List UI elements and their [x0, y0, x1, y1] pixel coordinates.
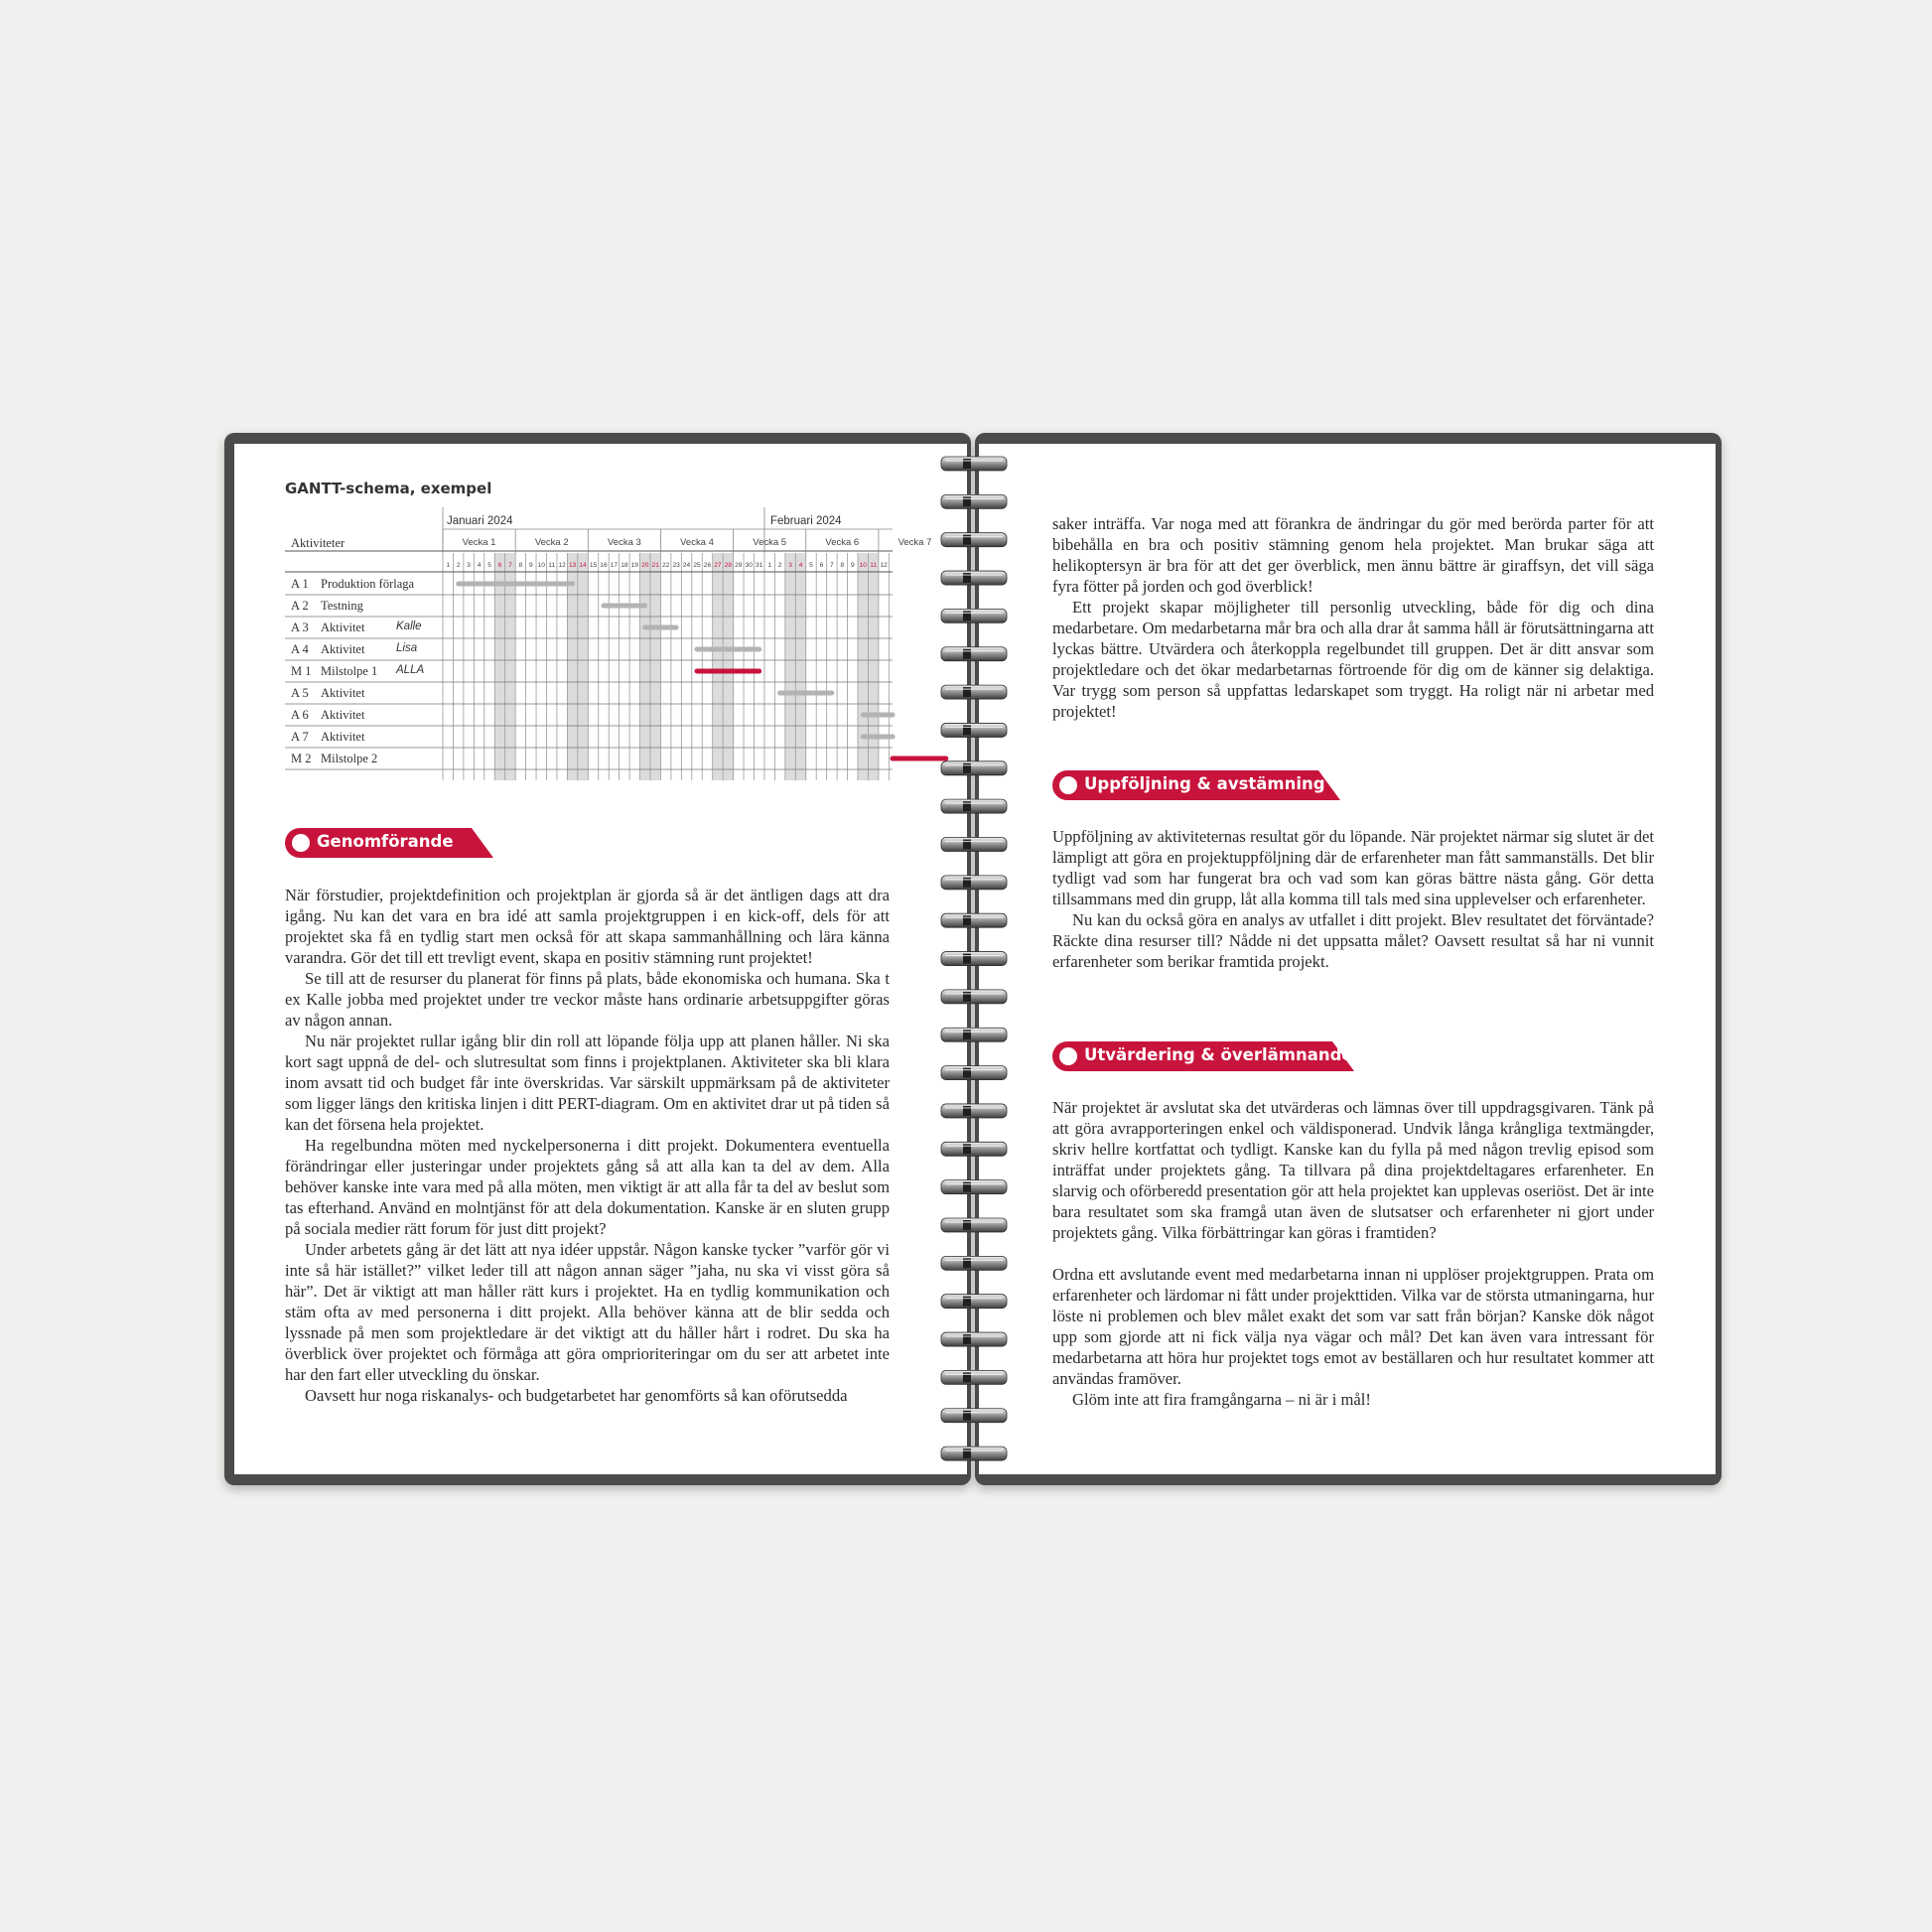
spiral-ring	[941, 876, 1007, 890]
spiral-ring	[941, 571, 1007, 585]
day-number: 8	[518, 562, 523, 569]
paragraph: När förstudier, projektdefinition och projektplan är gjorda så är det äntligen dags att dra igång. Nu kan det vara en bra idé att samla projektgruppen i en kick-off, dels för att projektet ska få en tydlig start men också för att skapa sammanhållning och lära känna varandra. Gör det till ett trevligt event, skapa en positiv stämning runt projektet!	[285, 886, 890, 967]
spiral-ring	[941, 990, 1007, 1004]
paragraph: Uppföljning av aktiviteternas resultat gör du löpande. När projektet närmar sig slutet är det lämpligt att göra en projektuppföljning där de erfarenheter man fått sammanställs. Det blir tydligt vad som har fungerat bra och vad som kan göras bättre nästa gång. Gör detta tillsammans med din grupp, låt alla komma till tals med sina upplevelser och erfarenheter.	[1052, 827, 1654, 908]
row-name: Milstolpe 2	[321, 752, 378, 765]
spiral-ring	[941, 1104, 1007, 1118]
spiral-ring	[941, 1256, 1007, 1270]
weekend-column	[785, 553, 795, 780]
day-number: 18	[621, 562, 628, 569]
day-number: 21	[651, 562, 659, 569]
weekend-column	[578, 553, 588, 780]
section-heading: Genomförande	[317, 832, 454, 851]
day-number: 2	[456, 562, 461, 569]
day-number: 30	[745, 562, 753, 569]
weekend-column	[713, 553, 723, 780]
day-number: 16	[600, 562, 608, 569]
bullet-circle-icon	[292, 834, 310, 852]
row-code: A 3	[291, 621, 309, 634]
day-number: 22	[662, 562, 670, 569]
row-code: A 5	[291, 686, 309, 700]
day-number: 29	[735, 562, 743, 569]
row-name: Aktivitet	[321, 708, 365, 722]
weekend-column	[868, 553, 878, 780]
row-person: Kalle	[396, 621, 422, 632]
weekend-column	[795, 553, 805, 780]
paragraph: Se till att de resurser du planerat för finns på plats, både ekonomiska och humana. Ska t ex Kalle jobba med projektet under tre veckor måste hans ordinarie arbetsuppgifter göras av någon annan.	[285, 969, 890, 1030]
weekend-column	[858, 553, 868, 780]
paragraph: När projektet är avslutat ska det utvärderas och lämnas över till uppdragsgivaren. Tänk på att göra avrapporteringen enkel och väldisponerad. Undvik långa krångliga textmängder, skriv hellre kortfattat och tydligt. Kanske kan du fylla på med någon trevlig episod som inträffat under projektets gång. Ta tillvara på dina projektdeltagares erfarenheter. En slarvig och oförberedd presentation gör att hela projektet kan upplevas oseriöst. Det är inte bara resultatet som ska framgå utan även de slutsatser och erfarenheter ni gjort under projektets gång. Vilka förbättringar kan göras i framtiden?	[1052, 1098, 1654, 1242]
spiral-ring	[941, 1142, 1007, 1156]
week-label: Vecka 1	[462, 537, 496, 548]
spiral-ring	[941, 494, 1007, 508]
spiral-ring	[941, 685, 1007, 699]
spiral-ring	[941, 838, 1007, 852]
paragraph: Under arbetets gång är det lätt att nya idéer uppstår. Någon kanske tycker ”varför gör vi inte så här istället?” vilket leder till att någon annan säger ”jaha, nu ska vi visst göra så här”. Det är viktigt att man håller rätt kurs i projektet. Ha en tydlig kommunikation och stäm ofta av med personerna i ditt projekt. Alla behöver känna att de blir sedda och lyssnade på men som projektledare är det viktigt att du håller hårt i rodret. Du ska ha överblick över projektet och förmåga att göra omprioriteringar om du ser att arbetet inte har den fart eller utveckling du önskar.	[285, 1240, 890, 1384]
spiral-ring	[941, 647, 1007, 661]
section-heading: Uppföljning & avstämning	[1084, 774, 1325, 793]
spiral-ring	[941, 457, 1007, 471]
day-number: 26	[703, 562, 712, 569]
day-number: 27	[714, 562, 722, 569]
day-number: 4	[477, 562, 482, 569]
day-number: 8	[840, 562, 845, 569]
day-number: 6	[819, 562, 824, 569]
paragraph: saker inträffa. Var noga med att förankra de ändringar du gör med berörda parter för att bibehålla en bra och positiv stämning genom hela projektet. Man brukar säga att helikoptersyn är bra för att det ger överblick, men ännu bättre är giraffsyn, det vill säga fyra fötter på jorden och god överblick!	[1052, 514, 1654, 596]
day-number: 3	[788, 562, 792, 569]
paragraph: Ha regelbundna möten med nyckelpersonerna i ditt projekt. Dokumentera eventuella förändringar eller justeringar under projektets gång så att alla kan ta del av dem. Alla behöver kanske inte vara med på alla möten, men viktigt är att alla får ta del av beslut som tas efterhand. Använd en molntjänst för att dela dokumentation. Kanske är en sluten grupp på sociala medier rätt forum för just ditt projekt?	[285, 1136, 890, 1238]
day-number: 15	[589, 562, 598, 569]
spiral-ring	[941, 723, 1007, 737]
row-code: M 1	[291, 664, 312, 678]
spiral-ring	[941, 1180, 1007, 1194]
week-label: Vecka 5	[753, 537, 787, 548]
weekend-column	[650, 553, 660, 780]
right-intro-text	[1052, 513, 1654, 722]
month-label: Februari 2024	[769, 515, 842, 527]
paragraph: Ett projekt skapar möjligheter till personlig utveckling, både för dig och dina medarbetare. Om medarbetarna mår bra och alla drar åt samma håll är förutsättningarna att lyckas bättre. Utvärdera och återkoppla regelbundet till gruppen. Det är ditt ansvar som projektledare och det ökar medarbetarnas förtroende för dig om de känner sig delaktiga. Var trygg som person så uppfattas ledarskapet som tryggt. Ha roligt när ni arbetar med projektet!	[1052, 598, 1654, 721]
spiral-ring	[941, 913, 1007, 927]
day-number: 7	[508, 562, 512, 569]
day-number: 10	[537, 562, 545, 569]
bullet-circle-icon	[1059, 1047, 1077, 1065]
spiral-ring	[941, 1295, 1007, 1309]
row-name: Aktivitet	[321, 621, 365, 634]
spiral-binding	[933, 449, 1013, 1471]
row-name: Produktion förlaga	[321, 577, 415, 591]
day-number: 24	[682, 562, 691, 569]
week-label: Vecka 2	[534, 537, 569, 548]
row-code: A 7	[291, 730, 309, 744]
spiral-ring	[941, 609, 1007, 622]
day-number: 9	[528, 562, 533, 569]
paragraph: Nu när projektet rullar igång blir din roll att löpande följa upp att planen håller. Ni ska kort sagt uppnå de del- och slutresultat som finns i projektplanen. Aktiviteter ska bli klara inom avsatt tid och budget får inte överskridas. Var särskilt uppmärksam på de aktiviteter som ligger längs den kritiska linjen i ditt PERT-diagram. Om en aktivitet drar ut på tiden så kan det försena hela projektet.	[285, 1032, 890, 1134]
weekend-column	[505, 553, 515, 780]
paragraph: Nu kan du också göra en analys av utfallet i ditt projekt. Blev resultatet det förväntade? Räckte dina resurser till? Nådde ni det uppsatta målet? Oavsett resultat så har ni vunnit erfarenheter som berikar framtida projekt.	[1052, 910, 1654, 971]
paragraph: Ordna ett avslutande event med medarbetarna innan ni upplöser projektgruppen. Prata om erfarenheter och lärdomar ni fått under projekttiden. Vilka var de största utmaningarna, hur löste ni problemen och blev målet exakt det som var satt från början? Kanske dök något upp som gjorde att ni fick välja nya vägar och mål? Det kan även vara intressant för medarbetarna att höra hur projektet togs emot av beställaren och hur resultatet kommer att användas framöver.	[1052, 1265, 1654, 1388]
day-number: 5	[809, 562, 813, 569]
row-person: Lisa	[396, 642, 418, 654]
day-number: 9	[850, 562, 855, 569]
week-label: Vecka 4	[680, 537, 714, 548]
spiral-ring	[941, 1332, 1007, 1346]
spiral-ring	[941, 1218, 1007, 1232]
row-person: ALLA	[396, 664, 425, 676]
day-number: 3	[467, 562, 471, 569]
day-number: 14	[579, 562, 587, 569]
row-code: A 2	[291, 599, 309, 613]
spiral-ring	[941, 799, 1007, 813]
row-code: A 6	[291, 708, 309, 722]
day-number: 13	[568, 562, 577, 569]
row-name: Aktivitet	[321, 642, 365, 656]
gantt-chart	[285, 507, 932, 785]
weekend-column	[494, 553, 504, 780]
weekend-column	[567, 553, 577, 780]
row-name: Aktivitet	[321, 686, 365, 700]
week-label: Vecka 3	[607, 537, 641, 548]
day-number: 6	[497, 562, 502, 569]
day-number: 25	[693, 562, 701, 569]
activities-header: Aktiviteter	[291, 536, 345, 550]
week-label: Vecka 6	[825, 537, 860, 548]
day-number: 17	[610, 562, 619, 569]
section-heading: Utvärdering & överlämnande	[1084, 1045, 1353, 1064]
day-number: 7	[830, 562, 834, 569]
day-number: 12	[880, 562, 888, 569]
day-number: 1	[446, 562, 451, 569]
evaluation-text	[1052, 1097, 1654, 1410]
day-number: 2	[777, 562, 782, 569]
bullet-circle-icon	[1059, 776, 1077, 794]
day-number: 31	[756, 562, 763, 569]
spiral-ring	[941, 533, 1007, 547]
day-number: 11	[870, 562, 878, 569]
followup-text	[1052, 826, 1654, 972]
paragraph: Glöm inte att fira framgångarna – ni är i mål!	[1072, 1390, 1371, 1409]
left-body-text	[285, 885, 890, 1406]
row-name: Aktivitet	[321, 730, 365, 744]
weekend-column	[640, 553, 650, 780]
spiral-ring	[941, 761, 1007, 775]
day-number: 20	[641, 562, 649, 569]
day-number: 10	[859, 562, 867, 569]
spiral-ring	[941, 952, 1007, 966]
spiral-ring	[941, 1409, 1007, 1423]
day-number: 1	[767, 562, 772, 569]
day-number: 12	[558, 562, 566, 569]
day-number: 11	[548, 562, 556, 569]
day-number: 4	[798, 562, 803, 569]
spiral-ring	[941, 1370, 1007, 1384]
day-number: 23	[672, 562, 680, 569]
row-name: Milstolpe 1	[321, 664, 378, 678]
row-code: A 1	[291, 577, 309, 591]
day-number: 5	[487, 562, 491, 569]
spiral-ring	[941, 1028, 1007, 1041]
day-number: 28	[724, 562, 733, 569]
paragraph: Oavsett hur noga riskanalys- och budgetarbetet har genomförts så kan oförutsedda	[305, 1386, 848, 1405]
row-name: Testning	[321, 599, 363, 613]
row-code: A 4	[291, 642, 309, 656]
row-code: M 2	[291, 752, 312, 765]
spiral-ring	[941, 1447, 1007, 1460]
day-number: 19	[630, 562, 638, 569]
weekend-column	[723, 553, 733, 780]
gantt-title: GANTT-schema, exempel	[285, 480, 492, 497]
month-label: Januari 2024	[447, 515, 513, 527]
week-label: Vecka 7	[897, 537, 932, 548]
spiral-ring	[941, 1066, 1007, 1080]
